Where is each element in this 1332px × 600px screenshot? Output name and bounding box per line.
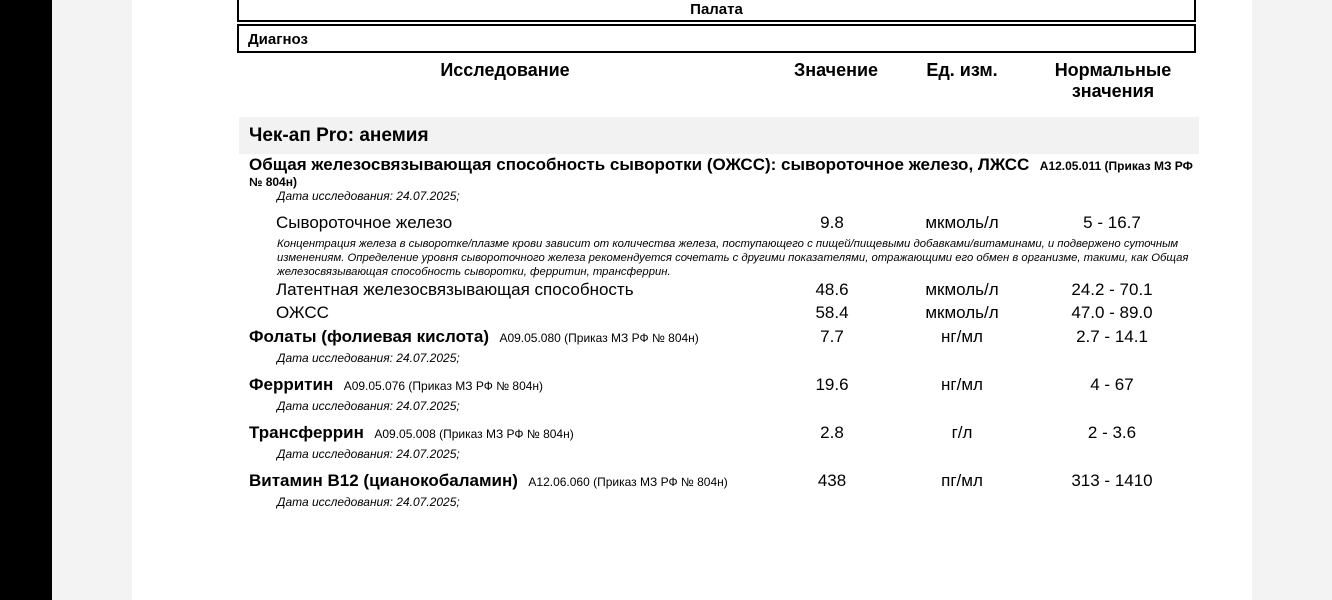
analysis-title-text: Общая железосвязывающая способность сыворотки (ОЖСС): сывороточное железо, ЛЖСС xyxy=(249,155,1030,174)
diagnosis-box xyxy=(237,24,1196,53)
param-normal-range: 2.7 - 14.1 xyxy=(1076,327,1148,346)
param-unit: мкмоль/л xyxy=(925,280,999,299)
param-note: Концентрация железа в сыворотке/плазме крови зависит от количества железа, поступающего с пищей/пищевыми добавками/витаминами, и подвержено суточным изменениям. Определение уровня сывороточного железа рекомендуется сочетать с другими показателями, отражающими его обмен в организме, такими, как Общая железосвязывающая способность сыворотки, ферритин, трансферрин. xyxy=(277,238,1189,278)
analysis-title-folate xyxy=(249,327,699,347)
column-header-normal-line1: Нормальные xyxy=(1054,60,1172,80)
analysis-title-text: Трансферрин xyxy=(249,423,364,442)
left-page-margin xyxy=(52,0,132,600)
section-header xyxy=(239,117,1199,154)
analysis-code-continued: № 804н) xyxy=(249,175,297,189)
param-value: 2.8 xyxy=(820,423,844,442)
column-header-normal xyxy=(1033,60,1193,102)
param-normal-range: 313 - 1410 xyxy=(1071,471,1153,490)
param-value: 438 xyxy=(817,471,847,490)
analysis-code: A09.05.008 (Приказ МЗ РФ № 804н) xyxy=(374,427,574,441)
param-unit: г/л xyxy=(951,423,973,442)
param-value: 9.8 xyxy=(820,213,844,232)
param-name: ОЖСС xyxy=(276,303,329,322)
ward-label: Палата xyxy=(690,1,743,18)
analysis-title-b12 xyxy=(249,471,728,491)
column-header-unit: Ед. изм. xyxy=(926,60,998,80)
analysis-code: A09.05.080 (Приказ МЗ РФ № 804н) xyxy=(499,331,699,345)
param-name: Латентная железосвязывающая способность xyxy=(276,280,634,299)
left-black-margin xyxy=(0,0,52,600)
ward-box xyxy=(237,0,1196,22)
param-value: 58.4 xyxy=(815,303,849,322)
analysis-code: A09.05.076 (Приказ МЗ РФ № 804н) xyxy=(343,379,544,393)
param-name: Сывороточное железо xyxy=(276,213,453,232)
column-header-normal-line2: значения xyxy=(1071,81,1155,101)
param-unit: нг/мл xyxy=(941,375,983,394)
param-unit: мкмоль/л xyxy=(925,213,999,232)
analysis-title-tibc xyxy=(249,155,1193,175)
section-title: Чек-ап Pro: анемия xyxy=(249,125,429,146)
column-header-value: Значение xyxy=(793,60,879,80)
diagnosis-label: Диагноз xyxy=(248,31,308,48)
analysis-title-text: Фолаты (фолиевая кислота) xyxy=(249,327,489,346)
param-normal-range: 5 - 16.7 xyxy=(1083,213,1141,232)
analysis-title-text: Витамин В12 (цианокобаламин) xyxy=(249,471,518,490)
param-unit: нг/мл xyxy=(941,327,983,346)
param-value: 7.7 xyxy=(820,327,844,346)
analysis-title-transferrin xyxy=(249,423,574,443)
analysis-title-ferritin xyxy=(249,375,543,395)
param-unit: мкмоль/л xyxy=(925,303,999,322)
analysis-date: Дата исследования: 24.07.2025; xyxy=(277,189,460,203)
param-unit: пг/мл xyxy=(941,471,983,490)
analysis-date: Дата исследования: 24.07.2025; xyxy=(277,399,460,413)
analysis-code: A12.06.060 (Приказ МЗ РФ № 804н) xyxy=(528,475,728,489)
column-header-study: Исследование xyxy=(440,60,570,80)
param-normal-range: 47.0 - 89.0 xyxy=(1071,303,1153,322)
lab-report-page xyxy=(132,0,1252,600)
analysis-date: Дата исследования: 24.07.2025; xyxy=(277,351,460,365)
analysis-title-text: Ферритин xyxy=(249,375,334,394)
param-normal-range: 24.2 - 70.1 xyxy=(1071,280,1153,299)
analysis-code: A12.05.011 (Приказ МЗ РФ xyxy=(1039,159,1193,173)
right-page-margin xyxy=(1252,0,1332,600)
param-value: 19.6 xyxy=(815,375,849,394)
param-value: 48.6 xyxy=(815,280,849,299)
param-normal-range: 2 - 3.6 xyxy=(1087,423,1137,442)
param-normal-range: 4 - 67 xyxy=(1090,375,1134,394)
analysis-date: Дата исследования: 24.07.2025; xyxy=(277,447,460,461)
analysis-date: Дата исследования: 24.07.2025; xyxy=(277,495,460,509)
